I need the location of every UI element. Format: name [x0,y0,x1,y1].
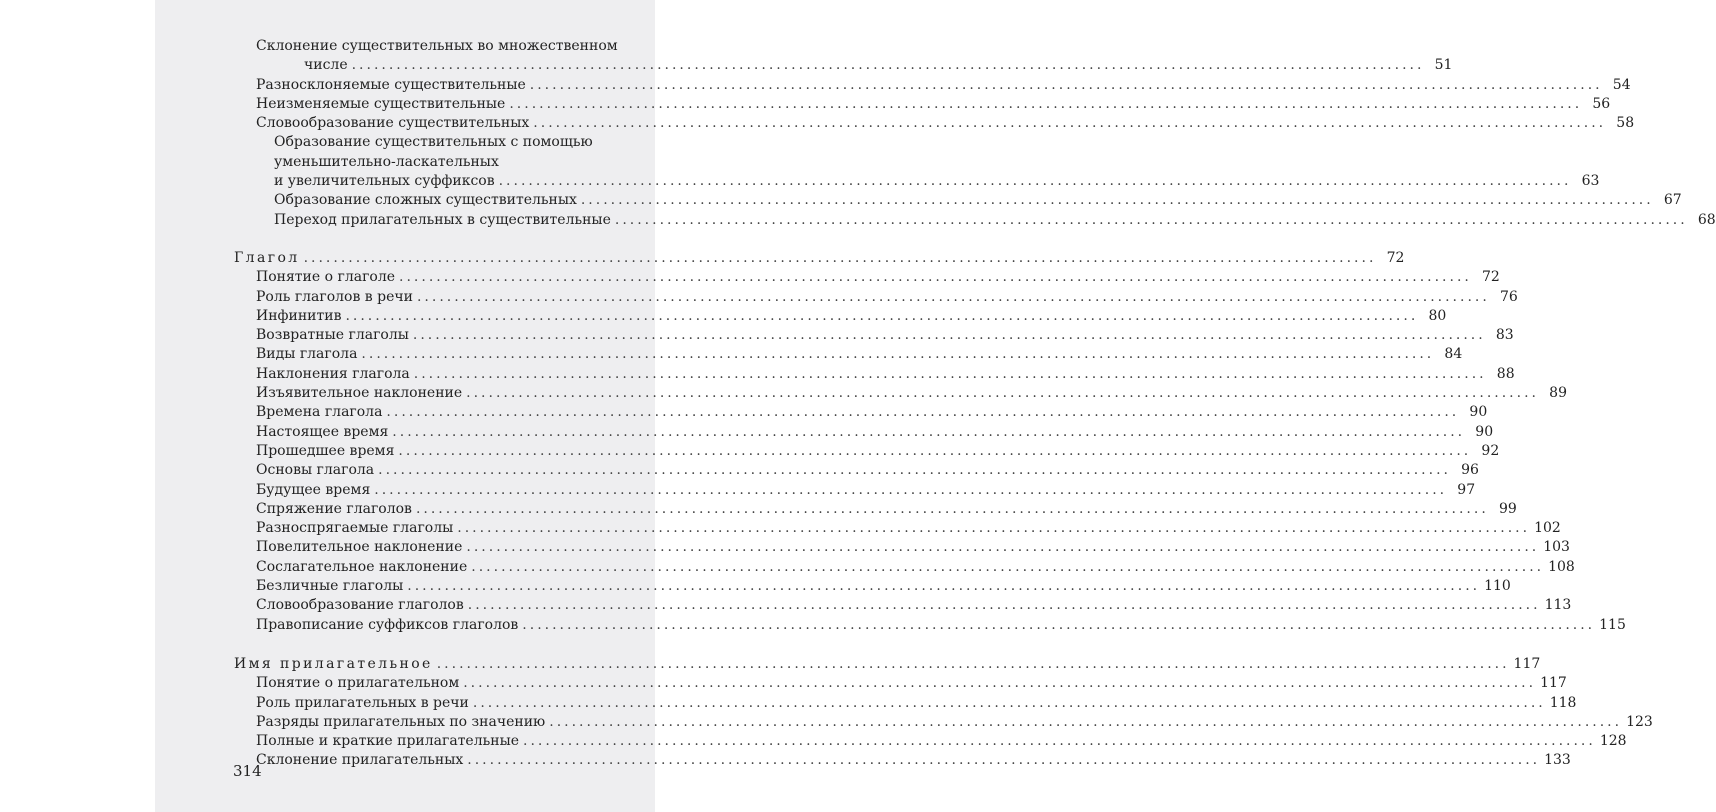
toc-entry[interactable] [234,674,1567,693]
dot-leader: ................................................................................................................................................ [436,655,1510,672]
toc-entry[interactable] [234,732,1627,751]
toc-entry[interactable] [234,558,1575,577]
toc-page-number: 113 [1544,597,1572,614]
toc-entry[interactable] [234,423,1494,442]
toc-entry[interactable] [234,76,1631,95]
toc-entry[interactable] [234,365,1515,384]
dot-leader: ................................................................................................................................................ [412,327,1486,344]
section-gap [234,230,648,249]
toc-entry-title: Разносклоняемые существительные [256,76,526,93]
toc-page-number: 97 [1457,481,1476,498]
toc-entry[interactable] [234,403,1488,422]
toc-entry[interactable] [234,694,1577,713]
toc-entry-title: Правописание суффиксов глаголов [256,616,519,633]
toc-entry-title: Спряжение глаголов [256,500,412,517]
toc-page-number: 51 [1434,57,1453,74]
toc-page-number: 76 [1499,288,1518,305]
toc-entry-title: Словообразование глаголов [256,597,464,614]
page-number: 314 [233,762,262,780]
dot-leader: ................................................................................................................................................ [303,249,1377,266]
toc-entry-title: числе [304,57,348,74]
toc-entry[interactable] [234,519,1561,538]
toc-page-number: 92 [1481,442,1500,459]
toc-entry-title: Наклонения глагола [256,365,410,382]
toc-entry-title: Роль глаголов в речи [256,288,413,305]
toc-entry[interactable] [234,461,1479,480]
toc-entry-title: Неизменяемые существительные [256,95,506,112]
dot-leader: ................................................................................................................................................ [549,713,1623,730]
toc-entry[interactable] [234,95,1611,114]
toc-page-number: 110 [1484,578,1511,595]
toc-entry[interactable] [234,172,1600,191]
toc-page-number: 108 [1548,558,1575,575]
dot-leader: ................................................................................................................................................ [392,423,1466,440]
dot-leader: ................................................................................................................................................ [345,307,1419,324]
toc-page-number: 72 [1386,249,1405,266]
toc-entry[interactable] [234,191,1682,210]
toc-entry[interactable] [234,211,1716,230]
dot-leader: ................................................................................................................................................ [533,115,1607,132]
dot-leader: ................................................................................................................................................ [498,173,1572,190]
toc-page-number: 63 [1581,173,1600,190]
toc-page-number: 84 [1444,346,1463,363]
toc-page-number: 88 [1496,365,1515,382]
toc-page-number: 128 [1599,733,1627,750]
dot-leader: ................................................................................................................................................ [522,616,1596,633]
toc-entry-title: Разноспрягаемые глаголы [256,520,454,537]
toc-entry[interactable] [234,713,1653,732]
toc-entry[interactable] [234,288,1518,307]
toc-entry[interactable] [234,56,1453,75]
toc-entry-title: Времена глагола [256,404,383,421]
toc-page-number: 103 [1543,539,1570,556]
dot-leader: ................................................................................................................................................ [399,269,1472,286]
toc-entry-title: Прошедшее время [256,442,395,459]
toc-entry[interactable] [234,538,1570,557]
toc-entry[interactable] [234,268,1500,287]
toc-page-number: 115 [1599,616,1626,633]
dot-leader: ................................................................................................................................................ [614,211,1688,228]
dot-leader: ................................................................................................................................................ [529,76,1603,93]
dot-leader: ................................................................................................................................................ [378,462,1451,479]
toc-entry-title: Образование сложных существительных [274,192,577,209]
dot-leader: ................................................................................................................................................ [407,578,1481,595]
toc-page-number: 117 [1540,675,1567,692]
toc-page-number: 54 [1612,76,1631,93]
toc-page-number: 83 [1495,327,1514,344]
dot-leader: ................................................................................................................................................ [471,558,1545,575]
dot-leader: ................................................................................................................................................ [351,57,1425,74]
toc-entry-line: Образование существительных с помощью [274,134,593,151]
dot-leader: ................................................................................................................................................ [580,192,1654,209]
dot-leader: ................................................................................................................................................ [386,404,1460,421]
toc-page-number: 90 [1469,404,1488,421]
toc-entry[interactable] [234,307,1447,326]
dot-leader: ................................................................................................................................................ [416,288,1490,305]
toc-entry-title: Словообразование существительных [256,115,530,132]
toc-entry[interactable] [234,345,1463,364]
table-of-contents [234,37,1716,771]
toc-page-number: 123 [1626,713,1653,730]
toc-entry-title: Сослагательное наклонение [256,558,468,575]
toc-entry-title: Возвратные глаголы [256,327,409,344]
toc-entry-title: и увеличительных суффиксов [274,173,495,190]
toc-entry-title: Понятие о прилагательном [256,675,460,692]
toc-entry-title: Полные и краткие прилагательные [256,733,519,750]
toc-entry-title: Изъявительное наклонение [256,385,463,402]
toc-entry[interactable] [234,481,1476,500]
toc-page-number: 90 [1475,423,1494,440]
toc-page-number: 72 [1482,269,1500,286]
toc-entry-multiline [234,37,648,56]
toc-section-title: Имя прилагательное [234,655,433,672]
toc-entry-title: Виды глагола [256,346,358,363]
toc-entry-title: Склонение прилагательных [256,752,464,769]
toc-page-number: 80 [1428,307,1447,324]
dot-leader: ................................................................................................................................................ [398,442,1472,459]
dot-leader: ................................................................................................................................................ [509,95,1583,112]
toc-entry-title: Безличные глаголы [256,578,404,595]
toc-entry-line: Склонение существительных во множественном [256,38,618,54]
toc-page-number: 56 [1592,95,1611,112]
toc-entry[interactable] [234,616,1626,635]
section-gap [234,635,648,655]
toc-entry-line: уменьшительно-ласкательных [274,153,499,170]
toc-entry-title: Понятие о глаголе [256,269,396,286]
toc-page-number: 67 [1663,192,1682,209]
toc-page-number: 102 [1534,520,1561,537]
toc-entry-title: Переход прилагательных в существительные [274,211,611,228]
dot-leader: ................................................................................................................................................ [361,346,1435,363]
toc-page-number: 96 [1461,462,1479,479]
toc-entry-title: Будущее время [256,481,371,498]
toc-entry[interactable] [234,751,1571,770]
toc-entry-title: Инфинитив [256,307,342,324]
dot-leader: ................................................................................................................................................ [413,365,1487,382]
toc-entry-title: Настоящее время [256,423,389,440]
dot-leader: ................................................................................................................................................ [466,539,1540,556]
dot-leader: ................................................................................................................................................ [467,752,1541,769]
toc-page-number: 117 [1513,655,1541,672]
dot-leader: ................................................................................................................................................ [523,733,1596,750]
toc-entry-title: Основы глагола [256,462,375,479]
toc-section-title: Глагол [234,249,300,266]
toc-page-number: 58 [1616,115,1635,132]
dot-leader: ................................................................................................................................................ [463,675,1537,692]
toc-page-number: 133 [1544,752,1571,769]
toc-entry[interactable] [234,442,1500,461]
dot-leader: ................................................................................................................................................ [374,481,1448,498]
dot-leader: ................................................................................................................................................ [415,500,1489,517]
toc-entry[interactable] [234,384,1567,403]
toc-entry[interactable] [234,500,1517,519]
toc-entry-multiline [234,133,648,172]
toc-entry[interactable] [234,596,1572,615]
toc-section-heading[interactable] [234,249,1405,268]
dot-leader: ................................................................................................................................................ [466,385,1539,402]
toc-page-number: 68 [1697,211,1716,228]
toc-entry[interactable] [234,577,1511,596]
toc-section-heading[interactable] [234,655,1541,674]
dot-leader: ................................................................................................................................................ [472,694,1546,711]
toc-page-number: 99 [1498,500,1517,517]
toc-entry-title: Повелительное наклонение [256,539,463,556]
dot-leader: ................................................................................................................................................ [457,520,1531,537]
toc-entry[interactable] [234,114,1635,133]
toc-entry[interactable] [234,326,1514,345]
toc-page-number: 89 [1549,385,1567,402]
toc-entry-title: Разряды прилагательных по значению [256,713,546,730]
toc-page-number: 118 [1549,694,1577,711]
dot-leader: ................................................................................................................................................ [467,597,1541,614]
toc-entry-title: Роль прилагательных в речи [256,694,469,711]
